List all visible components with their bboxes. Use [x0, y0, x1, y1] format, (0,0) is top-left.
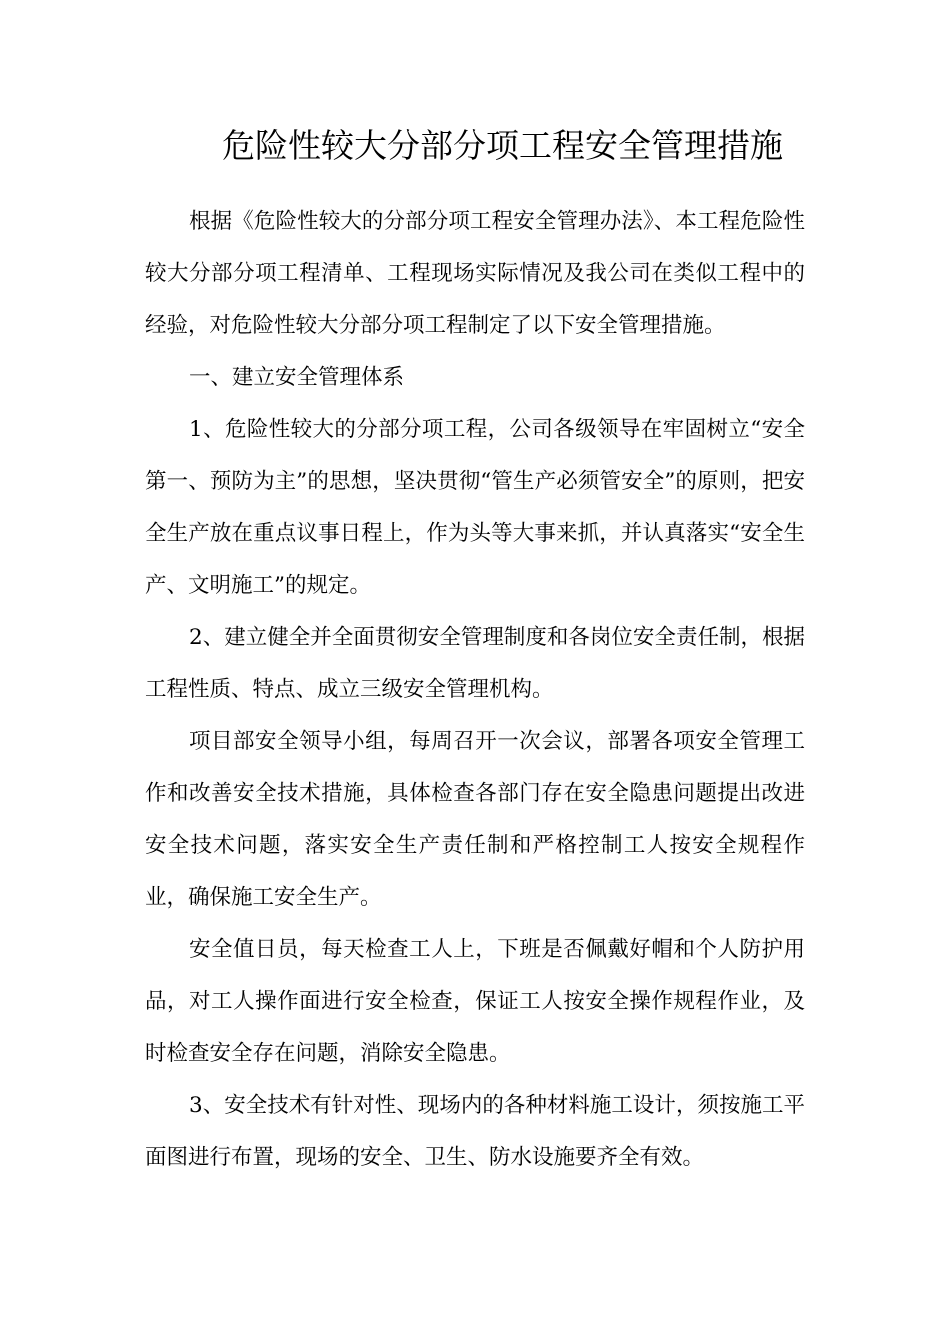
- paragraph-item-1: 1、危险性较大的分部分项工程，公司各级领导在牢固树立“安全第一、预防为主”的思想，坚决贯彻“管生产必须管安全”的原则，把安全生产放在重点议事日程上，作为头等大事来抓，并认真落实“安全生产、文明施工”的规定。: [145, 417, 805, 598]
- paragraph-item-3: 3、安全技术有针对性、现场内的各种材料施工设计，须按施工平面图进行布置，现场的安全、卫生、防水设施要齐全有效。: [145, 1093, 805, 1170]
- document-title: 危险性较大分部分项工程安全管理措施: [222, 126, 783, 165]
- paragraph-intro: 根据《危险性较大的分部分项工程安全管理办法》、本工程危险性较大分部分项工程清单、工程现场实际情况及我公司在类似工程中的经验，对危险性较大分部分项工程制定了以下安全管理措施。: [145, 209, 805, 338]
- section-heading-1: 一、建立安全管理体系: [189, 365, 405, 390]
- paragraph-item-2: 2、建立健全并全面贯彻安全管理制度和各岗位安全责任制，根据工程性质、特点、成立三级安全管理机构。: [145, 625, 805, 702]
- paragraph-safety-group: 项目部安全领导小组，每周召开一次会议，部署各项安全管理工作和改善安全技术措施，具体检查各部门存在安全隐患问题提出改进安全技术问题，落实安全生产责任制和严格控制工人按安全规程作业，确保施工安全生产。: [145, 729, 805, 910]
- document-body: [145, 196, 805, 1184]
- paragraph-safety-duty: 安全值日员，每天检查工人上，下班是否佩戴好帽和个人防护用品，对工人操作面进行安全检查，保证工人按安全操作规程作业，及时检查安全存在问题，消除安全隐患。: [145, 937, 805, 1066]
